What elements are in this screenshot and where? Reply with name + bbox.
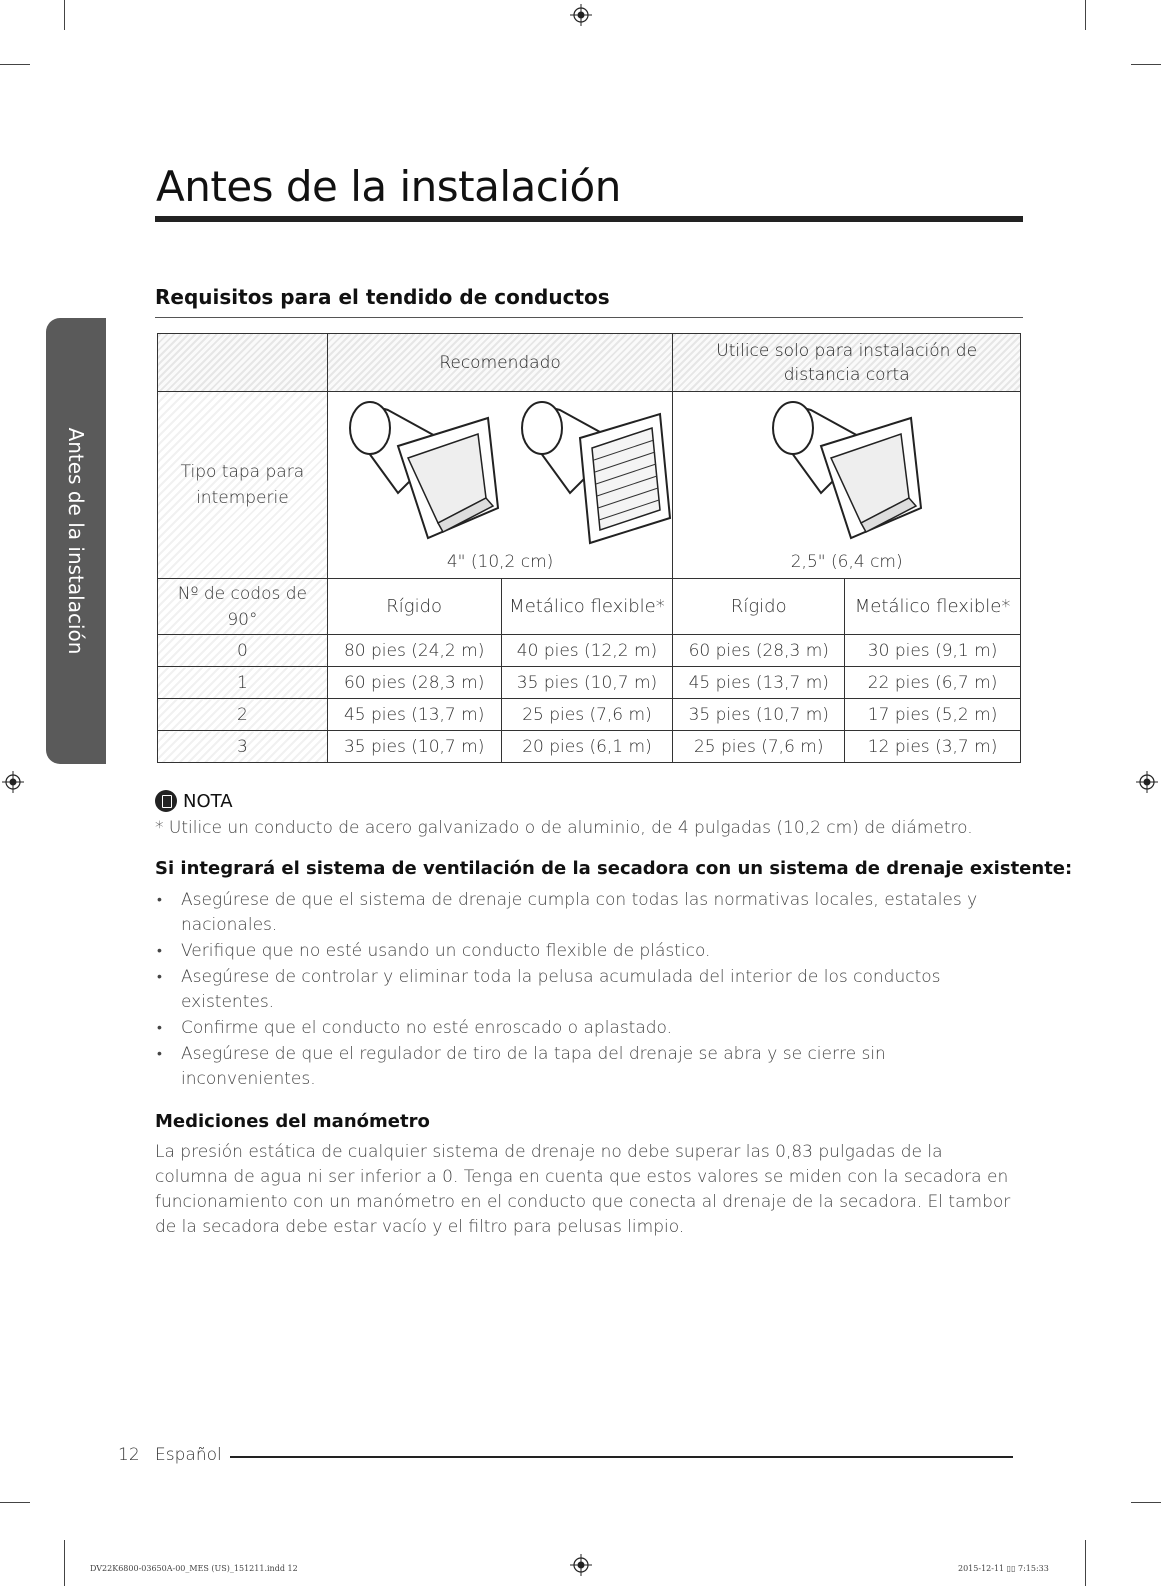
header-short-distance	[673, 334, 1021, 392]
manometer-text: La presión estática de cualquier sistema de drenaje no debe superar las 0,83 pulgadas de la columna de agua ni ser inferior a 0. Tenga en cuenta que estos valores se miden con la secadora en funcionamiento con un manómetro en el conducto que conecta al drenaje de la secadora. El tambor de la secadora debe estar vacío y el filtro para pelusas limpio.	[155, 1142, 1011, 1237]
size-short: 2,5" (6,4 cm)	[790, 552, 903, 572]
manometer-heading: Mediciones del manómetro	[155, 1111, 430, 1132]
table-row	[158, 731, 1021, 763]
note-header	[155, 790, 233, 812]
header-recommended	[327, 334, 673, 392]
table-cell: 45 pies (13,7 m)	[327, 699, 501, 731]
table-corner-cell	[158, 334, 328, 392]
footer-language: Español	[155, 1445, 222, 1465]
table-cell: 80 pies (24,2 m)	[327, 635, 501, 667]
table-cell: 45 pies (13,7 m)	[673, 667, 845, 699]
list-item: • Asegúrese de que el regulador de tiro de la tapa del drenaje se abra y se cierre sin inconvenientes.	[155, 1042, 1015, 1092]
side-tab-label: Antes de la instalación	[64, 427, 88, 655]
table-cell: 60 pies (28,3 m)	[327, 667, 501, 699]
elbows-label-line1: Nº de codos de	[177, 583, 307, 604]
row-label-vent	[158, 392, 328, 579]
header-recommended-label: Recomendado	[439, 352, 561, 373]
recommended-vent-hoods	[327, 392, 673, 579]
row-label-vent-line2: intemperie	[196, 488, 289, 508]
page-title: Antes de la instalación	[156, 162, 621, 211]
col-header: Rígido	[327, 579, 501, 635]
integration-heading: Si integrará el sistema de ventilación de la secadora con un sistema de drenaje existente:	[155, 858, 1073, 879]
short-distance-vent-hood	[673, 392, 1021, 579]
integration-list	[155, 888, 1015, 1093]
registration-mark-icon	[570, 1554, 592, 1576]
table-header-row	[158, 334, 1021, 392]
duct-requirements-table	[157, 333, 1021, 763]
elbow-count: 1	[158, 667, 328, 699]
elbows-label-line2: 90°	[227, 609, 258, 630]
note-label: NOTA	[183, 790, 233, 812]
list-item: • Confirme que el conducto no esté enroscado o aplastado.	[155, 1016, 1015, 1041]
note-text: * Utilice un conducto de acero galvanizado o de aluminio, de 4 pulgadas (10,2 cm) de diámetro.	[155, 818, 973, 838]
louver-grille-vent-icon	[510, 398, 690, 548]
print-slug-left: DV22K6800-03650A-00_MES (US)_151211.indd 12	[90, 1564, 298, 1573]
table-cell: 20 pies (6,1 m)	[501, 731, 673, 763]
elbow-count: 3	[158, 731, 328, 763]
list-item: • Verifique que no esté usando un conducto flexible de plástico.	[155, 939, 1015, 964]
crop-mark	[0, 64, 30, 65]
elbow-count: 0	[158, 635, 328, 667]
section-rule	[155, 317, 1023, 318]
table-cell: 35 pies (10,7 m)	[501, 667, 673, 699]
table-cell: 40 pies (12,2 m)	[501, 635, 673, 667]
header-short-line1: Utilice solo para instalación de	[716, 340, 978, 361]
list-item: • Asegúrese de controlar y eliminar toda la pelusa acumulada del interior de los conductos existentes.	[155, 965, 1015, 1015]
table-cell: 25 pies (7,6 m)	[673, 731, 845, 763]
elbows-label	[158, 579, 328, 635]
col-header: Rígido	[673, 579, 845, 635]
crop-mark	[64, 1540, 65, 1586]
table-cell: 35 pies (10,7 m)	[673, 699, 845, 731]
page-number: 12	[118, 1445, 140, 1465]
crop-mark	[1131, 64, 1161, 65]
table-row	[158, 635, 1021, 667]
table-cell: 22 pies (6,7 m)	[845, 667, 1021, 699]
title-rule	[155, 216, 1023, 222]
table-cell: 60 pies (28,3 m)	[673, 635, 845, 667]
col-header: Metálico flexible*	[501, 579, 673, 635]
col-header: Metálico flexible*	[845, 579, 1021, 635]
crop-mark	[1085, 1540, 1086, 1586]
print-slug-right: 2015-12-11 ▯▯ 7:15:33	[958, 1564, 1049, 1573]
registration-mark-icon	[570, 4, 592, 26]
footer-rule	[230, 1456, 1013, 1458]
header-short-line2: distancia corta	[783, 364, 910, 385]
registration-mark-icon	[1136, 771, 1158, 793]
list-item: • Asegúrese de que el sistema de drenaje cumpla con todas las normativas locales, estatales y nacionales.	[155, 888, 1015, 938]
crop-mark	[1085, 0, 1086, 30]
table-row	[158, 699, 1021, 731]
crop-mark	[0, 1502, 30, 1503]
side-tab	[46, 318, 106, 764]
column-header-row	[158, 579, 1021, 635]
crop-mark	[1131, 1502, 1161, 1503]
louvered-hood-vent-icon	[338, 398, 518, 548]
table-cell: 30 pies (9,1 m)	[845, 635, 1021, 667]
size-recommended: 4" (10,2 cm)	[446, 552, 554, 572]
vent-hood-row	[158, 392, 1021, 579]
crop-mark	[64, 0, 65, 30]
table-cell: 25 pies (7,6 m)	[501, 699, 673, 731]
elbow-count: 2	[158, 699, 328, 731]
note-icon	[155, 790, 177, 812]
table-cell: 35 pies (10,7 m)	[327, 731, 501, 763]
registration-mark-icon	[2, 771, 24, 793]
section-heading: Requisitos para el tendido de conductos	[155, 285, 610, 309]
table-row	[158, 667, 1021, 699]
table-cell: 17 pies (5,2 m)	[845, 699, 1021, 731]
hood-vent-icon	[761, 398, 941, 548]
page-footer	[118, 1445, 222, 1465]
table-cell: 12 pies (3,7 m)	[845, 731, 1021, 763]
row-label-vent-line1: Tipo tapa para	[180, 462, 305, 482]
